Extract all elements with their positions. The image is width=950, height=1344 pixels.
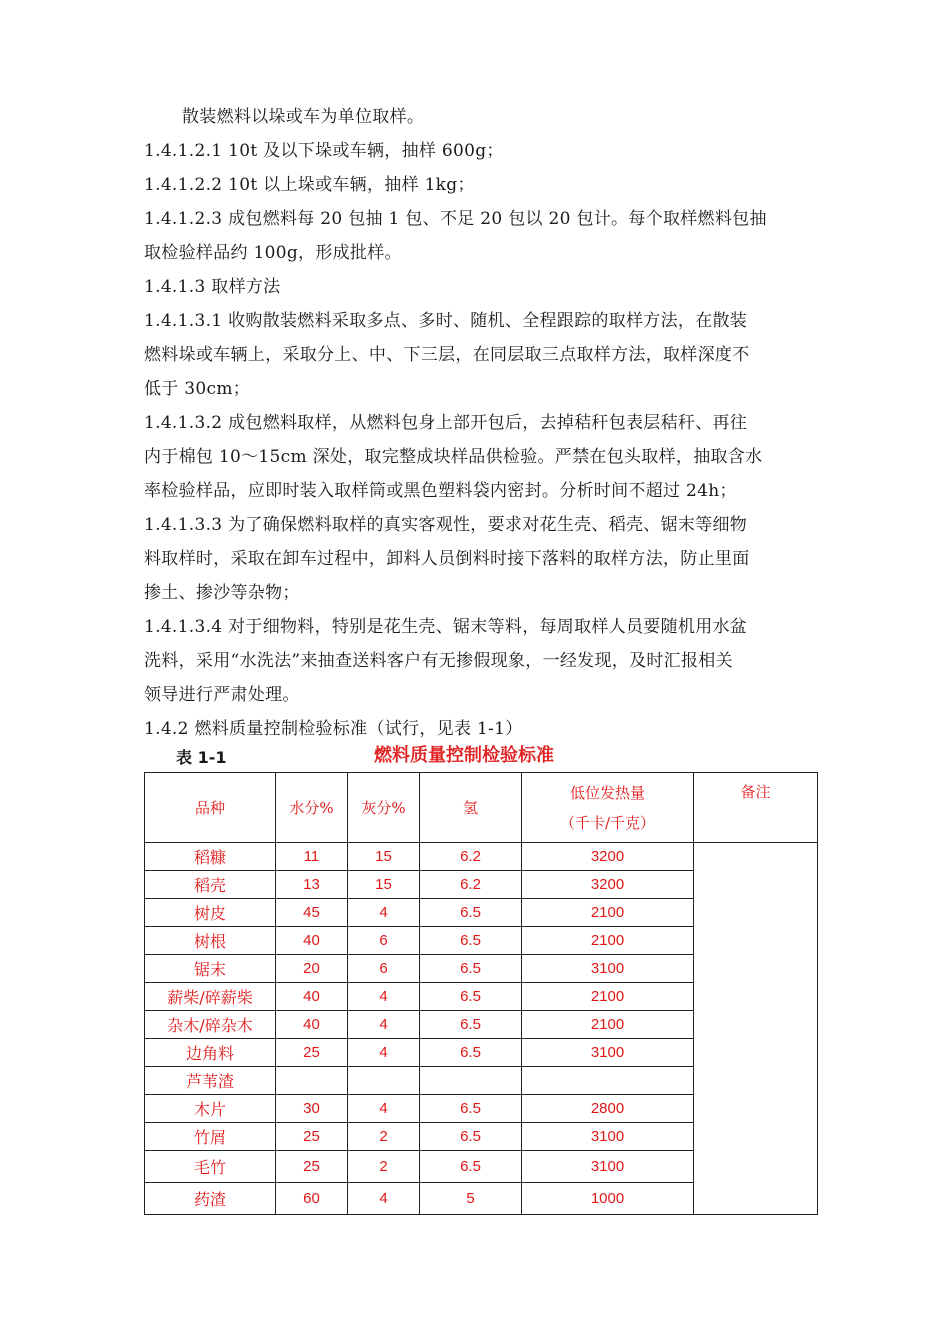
cell-name: 边角料 xyxy=(145,1039,276,1067)
text-line: 掺土、掺沙等杂物； xyxy=(144,583,300,603)
cell-hydrogen: 6.5 xyxy=(420,1151,522,1183)
cell-ash: 4 xyxy=(348,1095,420,1123)
cell-ash: 4 xyxy=(348,1183,420,1215)
cell-name: 杂木/碎杂木 xyxy=(145,1011,276,1039)
cell-hydrogen: 6.2 xyxy=(420,871,522,899)
cell-ash: 4 xyxy=(348,1011,420,1039)
cell-hydrogen: 6.5 xyxy=(420,1095,522,1123)
cell-moisture: 20 xyxy=(276,955,348,983)
section-heading: 1.4.2 燃料质量控制检验标准（试行，见表 1-1） xyxy=(144,719,523,739)
text-line: 燃料垛或车辆上，采取分上、中、下三层，在同层取三点取样方法，取样深度不 xyxy=(144,345,750,365)
cell-hydrogen: 6.5 xyxy=(420,955,522,983)
cell-hydrogen: 5 xyxy=(420,1183,522,1215)
cell-moisture: 13 xyxy=(276,871,348,899)
cell-moisture xyxy=(276,1067,348,1095)
cell-ash: 4 xyxy=(348,983,420,1011)
cell-moisture: 40 xyxy=(276,983,348,1011)
cell-heat-value: 3100 xyxy=(522,955,694,983)
cell-ash: 4 xyxy=(348,1039,420,1067)
cell-ash: 2 xyxy=(348,1123,420,1151)
header-heat-line2: （千卡/千克） xyxy=(559,813,656,832)
cell-name: 竹屑 xyxy=(145,1123,276,1151)
text-line: 料取样时，采取在卸车过程中，卸料人员倒料时接下落料的取样方法，防止里面 xyxy=(144,549,750,569)
cell-name: 树根 xyxy=(145,927,276,955)
cell-ash: 6 xyxy=(348,955,420,983)
text-line: 1.4.1.3.3 为了确保燃料取样的真实客观性，要求对花生壳、稻壳、锯末等细物 xyxy=(144,515,748,535)
cell-moisture: 11 xyxy=(276,843,348,871)
text-line: 1.4.1.2.2 10t 以上垛或车辆，抽样 1kg； xyxy=(144,175,475,195)
cell-ash: 15 xyxy=(348,843,420,871)
cell-hydrogen: 6.5 xyxy=(420,899,522,927)
cell-hydrogen xyxy=(420,1067,522,1095)
text-line: 1.4.1.3.2 成包燃料取样，从燃料包身上部开包后，去掉秸秆包表层秸秆、再往 xyxy=(144,413,748,433)
cell-ash: 2 xyxy=(348,1151,420,1183)
cell-heat-value: 1000 xyxy=(522,1183,694,1215)
cell-hydrogen: 6.5 xyxy=(420,927,522,955)
cell-moisture: 40 xyxy=(276,1011,348,1039)
header-hydrogen: 氢 xyxy=(420,773,522,843)
cell-name: 树皮 xyxy=(145,899,276,927)
cell-moisture: 25 xyxy=(276,1123,348,1151)
cell-ash xyxy=(348,1067,420,1095)
header-note: 备注 xyxy=(694,773,818,843)
cell-name: 毛竹 xyxy=(145,1151,276,1183)
text-line: 领导进行严肃处理。 xyxy=(144,685,300,705)
cell-name: 稻糠 xyxy=(145,843,276,871)
text-line: 1.4.1.3.1 收购散装燃料采取多点、多时、随机、全程跟踪的取样方法，在散装 xyxy=(144,311,748,331)
cell-heat-value: 2100 xyxy=(522,899,694,927)
text-line: 1.4.1.2.3 成包燃料每 20 包抽 1 包、不足 20 包以 20 包计。每个取样燃料包抽 xyxy=(144,209,767,229)
header-name: 品种 xyxy=(145,773,276,843)
cell-moisture: 45 xyxy=(276,899,348,927)
table-label: 表 1-1 xyxy=(176,748,227,767)
table-header-row xyxy=(145,773,818,843)
cell-heat-value: 3200 xyxy=(522,871,694,899)
cell-heat-value: 3100 xyxy=(522,1039,694,1067)
cell-heat-value: 3100 xyxy=(522,1123,694,1151)
cell-heat-value: 3200 xyxy=(522,843,694,871)
cell-hydrogen: 6.5 xyxy=(420,1039,522,1067)
cell-name: 木片 xyxy=(145,1095,276,1123)
cell-note xyxy=(694,843,818,1215)
cell-ash: 15 xyxy=(348,871,420,899)
header-heat-line1: 低位发热量 xyxy=(569,783,645,802)
cell-hydrogen: 6.2 xyxy=(420,843,522,871)
table-row xyxy=(145,843,818,871)
text-line: 率检验样品，应即时装入取样筒或黑色塑料袋内密封。分析时间不超过 24h； xyxy=(144,481,737,501)
cell-heat-value: 2800 xyxy=(522,1095,694,1123)
text-line: 洗料，采用“水洗法”来抽查送料客户有无掺假现象，一经发现，及时汇报相关 xyxy=(144,651,733,671)
cell-name: 稻壳 xyxy=(145,871,276,899)
cell-heat-value: 2100 xyxy=(522,927,694,955)
header-heat-value xyxy=(522,773,694,843)
cell-moisture: 30 xyxy=(276,1095,348,1123)
cell-hydrogen: 6.5 xyxy=(420,983,522,1011)
header-ash: 灰分% xyxy=(348,773,420,843)
text-line: 低于 30cm； xyxy=(144,379,251,399)
cell-moisture: 25 xyxy=(276,1039,348,1067)
cell-name: 芦苇渣 xyxy=(145,1067,276,1095)
cell-heat-value: 2100 xyxy=(522,983,694,1011)
cell-heat-value xyxy=(522,1067,694,1095)
fuel-quality-table xyxy=(144,772,818,1215)
table-title: 燃料质量控制检验标准 xyxy=(374,745,554,766)
cell-hydrogen: 6.5 xyxy=(420,1011,522,1039)
section-heading: 1.4.1.3 取样方法 xyxy=(144,277,281,297)
text-line: 1.4.1.2.1 10t 及以下垛或车辆，抽样 600g； xyxy=(144,141,504,161)
cell-heat-value: 2100 xyxy=(522,1011,694,1039)
cell-ash: 6 xyxy=(348,927,420,955)
text-line: 取检验样品约 100g，形成批样。 xyxy=(144,243,402,263)
text-line: 散装燃料以垛或车为单位取样。 xyxy=(182,107,425,127)
cell-heat-value: 3100 xyxy=(522,1151,694,1183)
cell-name: 药渣 xyxy=(145,1183,276,1215)
text-line: 1.4.1.3.4 对于细物料，特别是花生壳、锯末等料，每周取样人员要随机用水盆 xyxy=(144,617,748,637)
cell-name: 薪柴/碎薪柴 xyxy=(145,983,276,1011)
cell-ash: 4 xyxy=(348,899,420,927)
text-line: 内于棉包 10～15cm 深处，取完整成块样品供检验。严禁在包头取样，抽取含水 xyxy=(144,447,763,467)
cell-moisture: 60 xyxy=(276,1183,348,1215)
cell-moisture: 40 xyxy=(276,927,348,955)
cell-hydrogen: 6.5 xyxy=(420,1123,522,1151)
cell-name: 锯末 xyxy=(145,955,276,983)
header-moisture: 水分% xyxy=(276,773,348,843)
paragraph-bulk-sampling xyxy=(144,100,820,746)
cell-moisture: 25 xyxy=(276,1151,348,1183)
